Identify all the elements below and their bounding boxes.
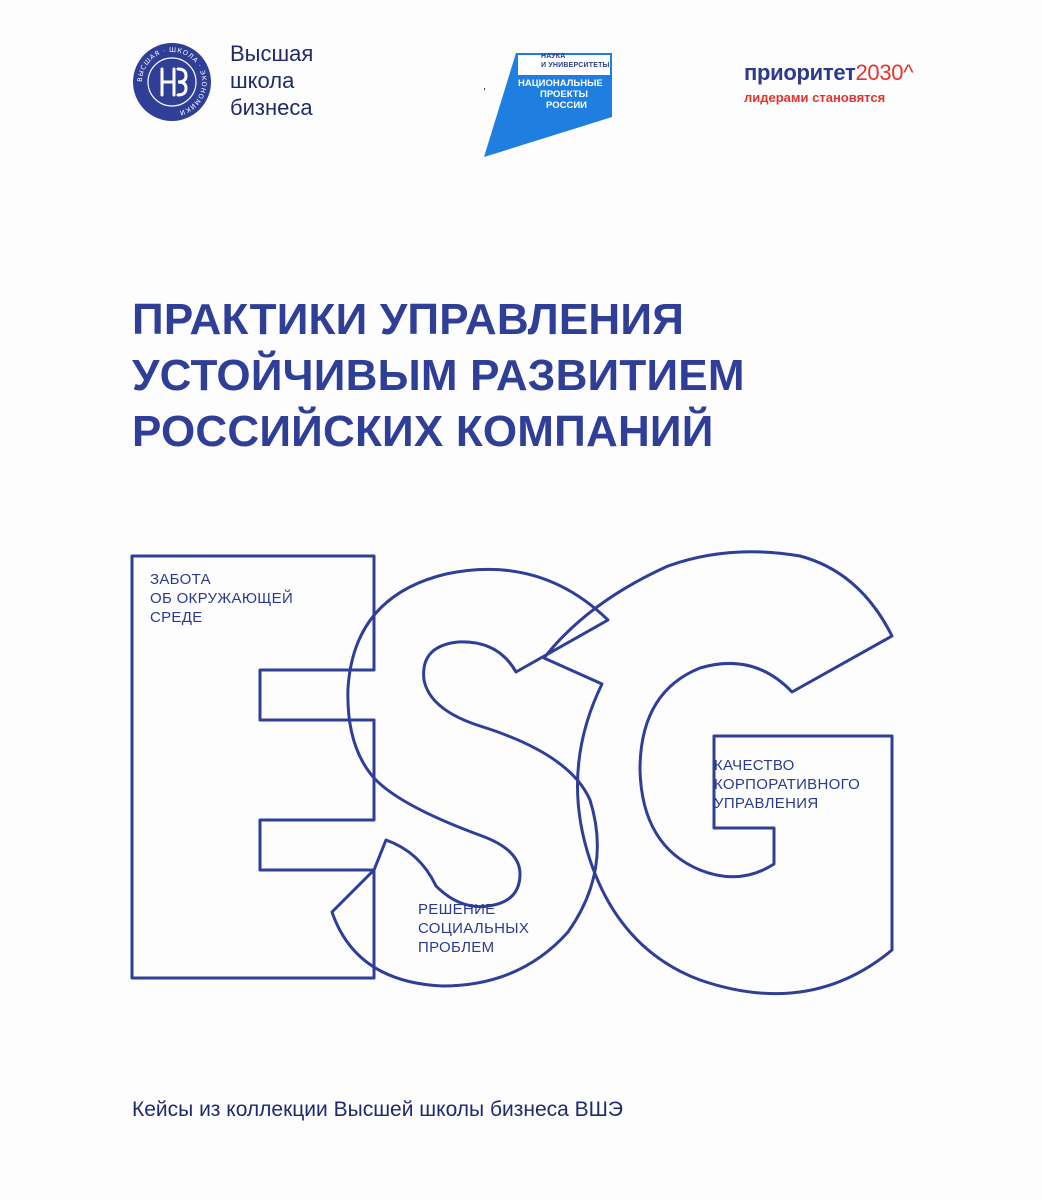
- hse-text-line-1: Высшая: [230, 41, 314, 66]
- g-label-line-3: УПРАВЛЕНИЯ: [714, 795, 819, 812]
- e-label-line-2: ОБ ОКРУЖАЮЩЕЙ: [150, 590, 294, 607]
- np-main-line-1: НАЦИОНАЛЬНЫЕ: [518, 78, 603, 89]
- book-subtitle: Кейсы из коллекции Высшей школы бизнеса ВШЭ: [132, 1098, 623, 1121]
- title-line-2: УСТОЙЧИВЫМ РАЗВИТИЕМ: [132, 351, 745, 400]
- np-main-line-3: РОССИИ: [546, 100, 587, 111]
- title-line-1: ПРАКТИКИ УПРАВЛЕНИЯ: [132, 295, 685, 344]
- priority-2030-logo: [744, 60, 913, 105]
- hse-text-line-2: школа: [230, 68, 295, 93]
- s-label-line-1: РЕШЕНИЕ: [418, 901, 496, 918]
- priority-number: 2030^: [855, 60, 914, 85]
- e-label-line-1: ЗАБОТА: [150, 571, 211, 588]
- np-top-line-2: И УНИВЕРСИТЕТЫ: [541, 62, 610, 69]
- priority-2030-wordmark: [744, 60, 913, 86]
- national-projects-main-text: [518, 78, 603, 111]
- g-label-line-2: КОРПОРАТИВНОГО: [714, 776, 861, 793]
- np-main-line-2: ПРОЕКТЫ: [540, 89, 588, 100]
- np-top-line-1: НАУКА: [541, 53, 566, 60]
- s-label-line-3: ПРОБЛЕМ: [418, 939, 495, 956]
- priority-2030-slogan: лидерами становятся: [744, 90, 886, 105]
- hse-text-line-3: бизнеса: [230, 95, 313, 120]
- esg-environment-label: [150, 570, 293, 627]
- hse-emblem-icon: [132, 42, 212, 122]
- esg-social-label: [418, 900, 529, 957]
- s-label-line-2: СОЦИАЛЬНЫХ: [418, 920, 530, 937]
- hse-business-school-name: [230, 40, 313, 121]
- g-label-line-1: КАЧЕСТВО: [714, 757, 795, 774]
- svg-text:ВЫСШАЯ · ШКОЛА · ЭКОНОМИКИ: ВЫСШАЯ · ШКОЛА · ЭКОНОМИКИ: [135, 45, 209, 118]
- esg-governance-label: [714, 756, 860, 813]
- priority-word: приоритет: [744, 60, 856, 85]
- book-title: [132, 292, 745, 460]
- e-label-line-3: СРЕДЕ: [150, 609, 203, 626]
- title-line-3: РОССИЙСКИХ КОМПАНИЙ: [132, 407, 714, 456]
- national-projects-top-text: [541, 52, 610, 70]
